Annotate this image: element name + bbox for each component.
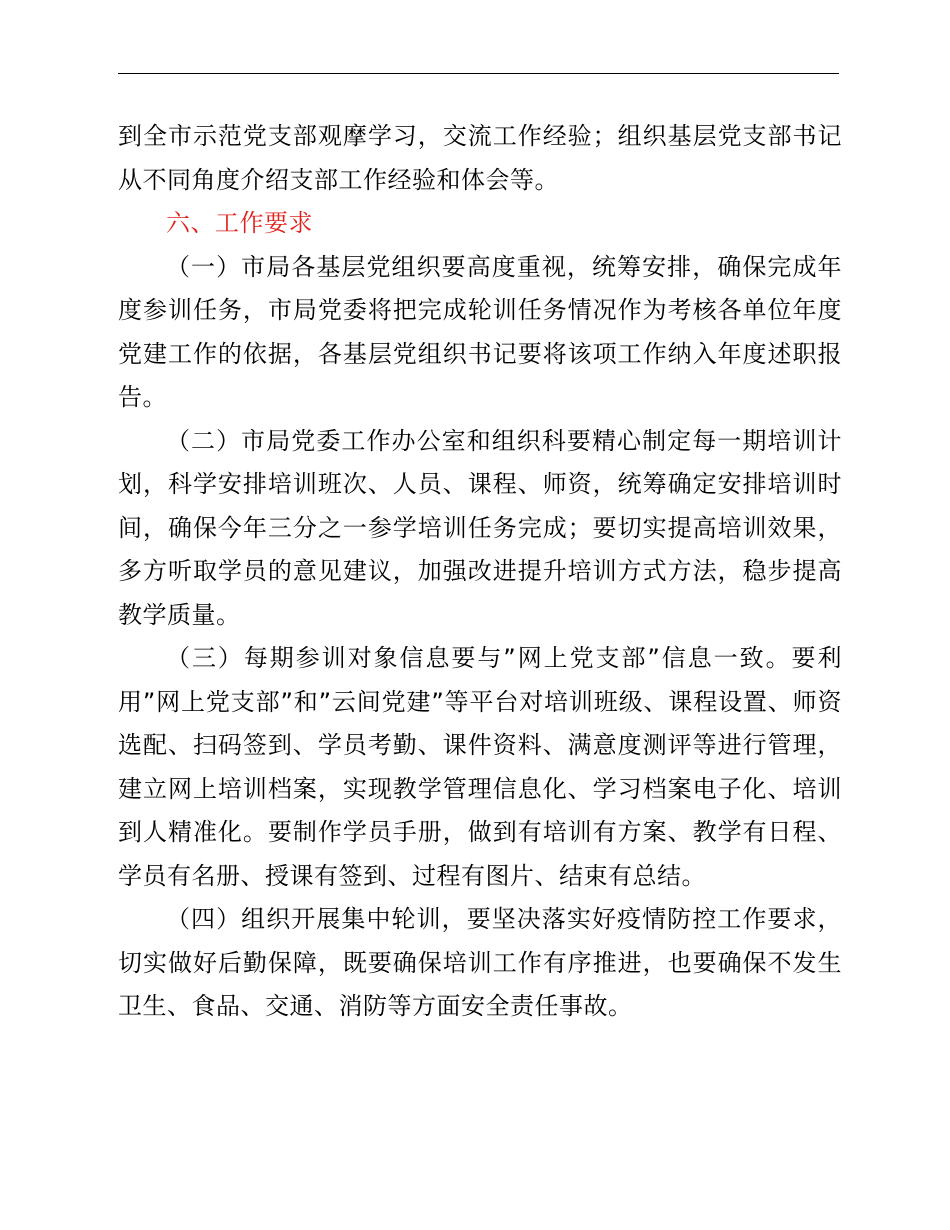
requirement-paragraph-4: （四）组织开展集中轮训，要坚决落实好疫情防控工作要求，切实做好后勤保障，既要确保培训工作有序推进，也要确保不发生卫生、食品、交通、消防等方面安全责任事故。 [118, 905, 842, 1020]
requirement-paragraph-2: （二）市局党委工作办公室和组织科要精心制定每一期培训计划，科学安排培训班次、人员、课程、师资，统筹确定安排培训时间，确保今年三分之一参学培训任务完成；要切实提高培训效果，多方听取学员的意见建议，加强改进提升培训方式方法，稳步提高教学质量。 [118, 426, 842, 629]
document-body [118, 115, 842, 1029]
section-heading [118, 202, 842, 246]
requirement-paragraph-1: （一）市局各基层党组织要高度重视，统筹安排，确保完成年度参训任务，市局党委将把完成轮训任务情况作为考核各单位年度党建工作的依据，各基层党组织书记要将该项工作纳入年度述职报告。 [118, 252, 842, 411]
requirement-paragraph-3: （三）每期参训对象信息要与”网上党支部”信息一致。要利用”网上党支部”和”云间党建”等平台对培训班级、课程设置、师资选配、扫码签到、学员考勤、课件资料、满意度测评等进行管理，建立网上培训档案，实现教学管理信息化、学习档案电子化、培训到人精准化。要制作学员手册，做到有培训有方案、教学有日程、学员有名册、授课有签到、过程有图片、结束有总结。 [118, 644, 842, 890]
header-rule [118, 73, 839, 74]
section-heading-text: 六、工作要求 [166, 209, 313, 237]
continuation-paragraph: 到全市示范党支部观摩学习，交流工作经验；组织基层党支部书记从不同角度介绍支部工作经验和体会等。 [118, 122, 842, 194]
